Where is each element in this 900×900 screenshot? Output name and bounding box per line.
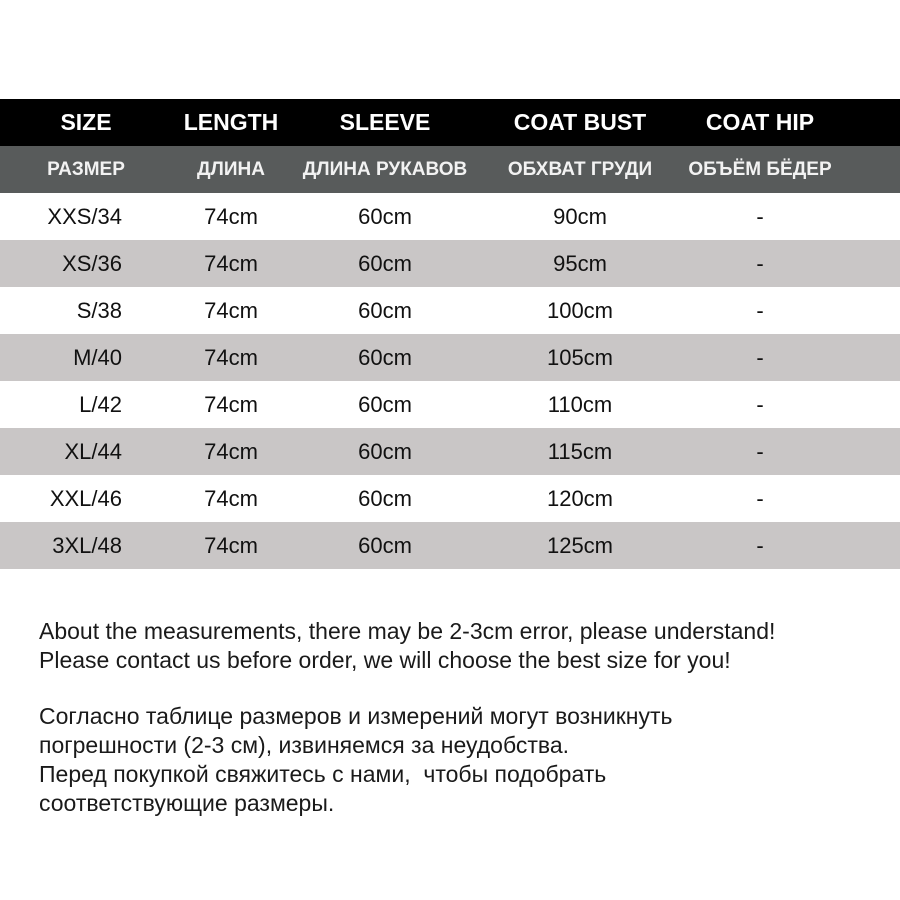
table-row — [0, 522, 900, 569]
cell-size: S/38 — [76, 297, 122, 323]
cell-sleeve: 60cm — [358, 203, 412, 229]
header-length: LENGTH — [183, 109, 279, 135]
header-size-ru: РАЗМЕР — [47, 158, 125, 180]
cell-coat-hip: - — [756, 297, 764, 323]
cell-coat-bust: 110cm — [547, 391, 613, 417]
header-coat-hip-ru: ОБЪЁМ БЁДЕР — [688, 158, 832, 180]
measurement-note-russian — [39, 702, 673, 818]
cell-coat-bust: 120cm — [546, 485, 614, 511]
cell-coat-bust: 90cm — [553, 203, 607, 229]
header-row-english — [0, 99, 900, 146]
cell-coat-hip: - — [756, 203, 764, 229]
cell-length: 74cm — [204, 250, 258, 276]
measurement-note-english — [39, 617, 775, 675]
cell-coat-hip: - — [756, 391, 764, 417]
cell-sleeve: 60cm — [358, 344, 412, 370]
cell-sleeve: 60cm — [358, 297, 412, 323]
cell-length: 74cm — [204, 391, 258, 417]
cell-coat-bust: 95cm — [553, 250, 607, 276]
cell-coat-hip: - — [756, 344, 764, 370]
note-line: погрешности (2-3 см), извиняемся за неудобства. — [39, 732, 570, 758]
cell-size: M/40 — [73, 344, 122, 370]
cell-coat-hip: - — [756, 532, 764, 558]
cell-coat-bust: 100cm — [546, 297, 614, 323]
cell-coat-hip: - — [756, 438, 764, 464]
cell-length: 74cm — [204, 203, 258, 229]
header-row-russian — [0, 146, 900, 193]
size-chart-table — [0, 99, 900, 569]
cell-coat-hip: - — [756, 250, 764, 276]
cell-sleeve: 60cm — [358, 485, 412, 511]
table-row — [0, 428, 900, 475]
cell-length: 74cm — [204, 344, 258, 370]
note-line: соответствующие размеры. — [39, 790, 335, 816]
cell-size: XXS/34 — [47, 203, 122, 229]
cell-sleeve: 60cm — [358, 391, 412, 417]
cell-size: XL/44 — [64, 438, 122, 464]
header-coat-bust-ru: ОБХВАТ ГРУДИ — [507, 158, 653, 180]
cell-coat-bust: 115cm — [547, 438, 613, 464]
table-row — [0, 475, 900, 522]
header-sleeve: SLEEVE — [339, 109, 431, 135]
header-coat-hip: COAT HIP — [705, 109, 815, 135]
cell-length: 74cm — [204, 485, 258, 511]
table-row — [0, 240, 900, 287]
cell-sleeve: 60cm — [358, 438, 412, 464]
cell-size: XS/36 — [62, 250, 122, 276]
cell-coat-bust: 125cm — [546, 532, 614, 558]
cell-length: 74cm — [204, 438, 258, 464]
cell-length: 74cm — [204, 532, 258, 558]
cell-size: L/42 — [79, 391, 122, 417]
cell-coat-hip: - — [756, 485, 764, 511]
cell-size: XXL/46 — [49, 485, 122, 511]
cell-sleeve: 60cm — [358, 250, 412, 276]
table-row — [0, 334, 900, 381]
table-row — [0, 193, 900, 240]
cell-coat-bust: 105cm — [546, 344, 614, 370]
header-sleeve-ru: ДЛИНА РУКАВОВ — [302, 158, 468, 180]
table-row — [0, 381, 900, 428]
note-line: Перед покупкой свяжитесь с нами, чтобы подобрать — [39, 761, 607, 787]
note-line: About the measurements, there may be 2-3cm error, please understand! — [39, 618, 776, 644]
note-line: Согласно таблице размеров и измерений могут возникнуть — [39, 703, 673, 729]
header-length-ru: ДЛИНА — [197, 158, 265, 180]
header-size: SIZE — [60, 109, 112, 135]
cell-length: 74cm — [204, 297, 258, 323]
header-coat-bust: COAT BUST — [513, 109, 647, 135]
table-row — [0, 287, 900, 334]
cell-size: 3XL/48 — [52, 532, 122, 558]
note-line: Please contact us before order, we will choose the best size for you! — [39, 647, 731, 673]
cell-sleeve: 60cm — [358, 532, 412, 558]
